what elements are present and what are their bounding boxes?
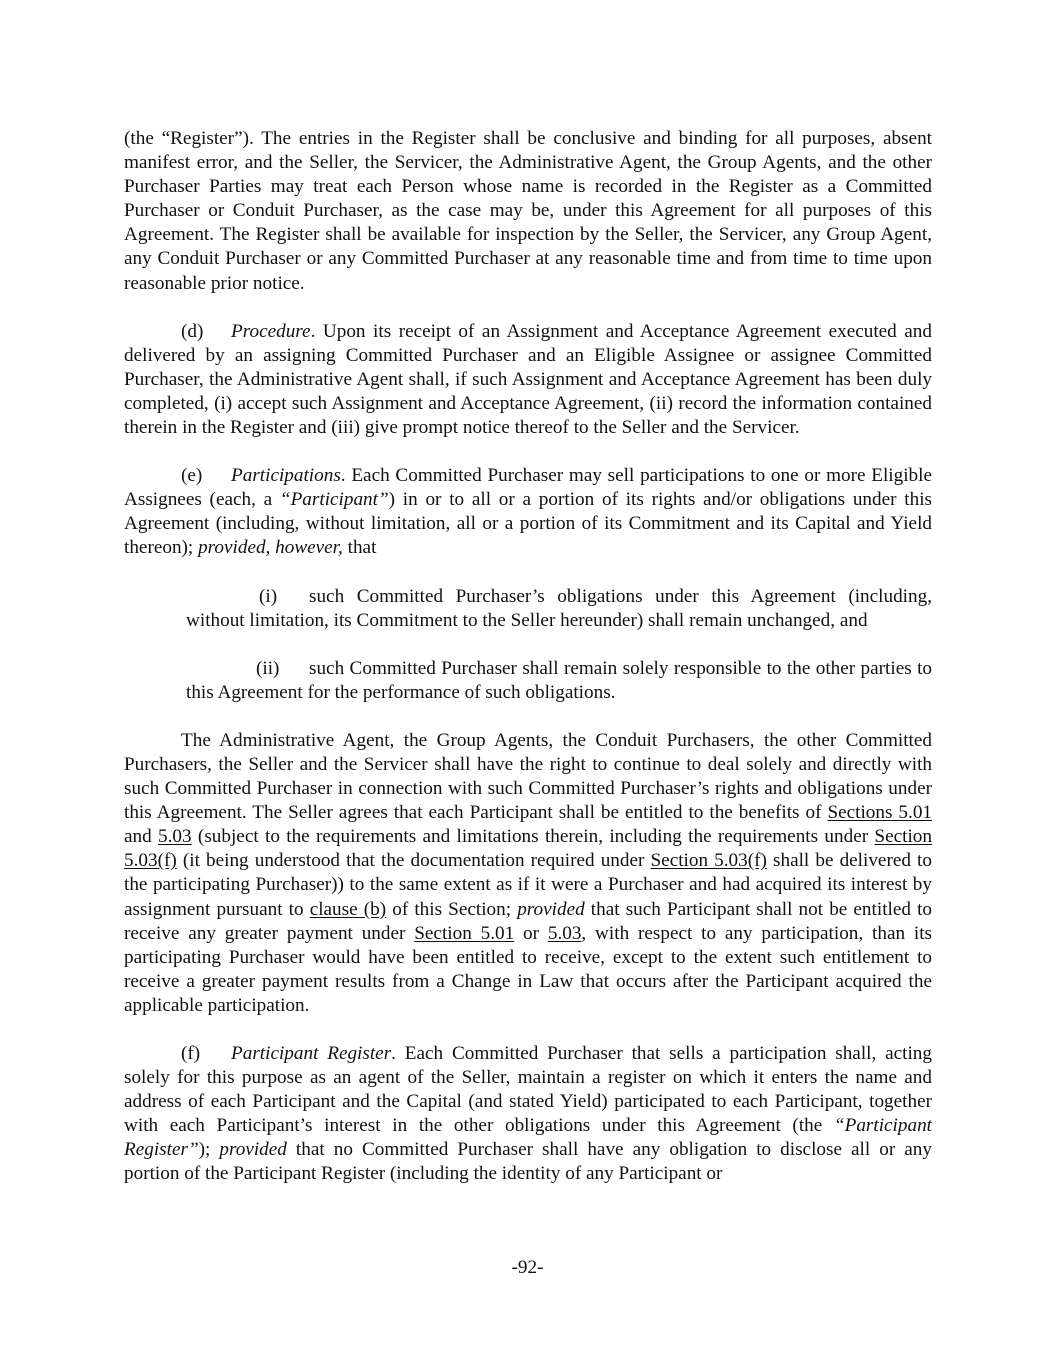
paragraph-participant-rights	[124, 729, 932, 1018]
section-heading: Participant Register	[231, 1043, 392, 1064]
paragraph-text: and	[124, 826, 159, 848]
section-text: that	[342, 537, 377, 559]
paragraph-register	[124, 127, 932, 296]
section-text: . Upon its receipt of an Assignment and Acceptance Agreement executed and delivered by an assigning Committed Purchaser and an Eligible Assignee or assignee Committed Purchaser, the Administrative Agent shall, if such Assignment and Acceptance Agreement has been duly completed, (i) accept such Assignment and Acceptance Agreement, (ii) record the information contained therein in the Register and (iii) give prompt notice thereof to the Seller and the Servicer.	[124, 320, 932, 439]
paragraph-text: (it being understood that the documentation required under	[176, 850, 651, 872]
clause-i	[186, 585, 932, 633]
section-text: );	[198, 1139, 220, 1161]
cross-reference-link[interactable]: Section 5.01	[414, 922, 515, 944]
clause-text: such Committed Purchaser’s obligations under this Agreement (including, without limitation, its Commitment to the Seller hereunder) shall remain unchanged, and	[186, 585, 932, 631]
cross-reference-link[interactable]: clause (b)	[309, 898, 387, 920]
section-text: . Each Committed Purchaser may sell participations to one or more Eligible Assignees (each, a	[124, 465, 932, 511]
section-heading: Procedure	[231, 320, 311, 342]
section-heading: Participations	[231, 465, 341, 487]
paragraph-text: (the “Register”). The entries in the Register shall be conclusive and binding for all purposes, absent manifest error, and the Seller, the Servicer, the Administrative Agent, the Group Agents, and the other Purchaser Parties may treat each Person whose name is recorded in the Register as a Committed Purchaser or Conduit Purchaser, as the case may be, under this Agreement for all purposes of this Agreement. The Register shall be available for inspection by the Seller, the Servicer, any Group Agent, any Conduit Purchaser or any Committed Purchaser at any reasonable time and from time to time upon reasonable prior notice.	[124, 128, 932, 294]
section-text: that no Committed Purchaser shall have any obligation to disclose all or any portion of the Participant Register (including the identity of any Participant or	[124, 1139, 932, 1185]
paragraph-text: that such Participant shall not be entitled to receive any greater payment under	[124, 898, 933, 944]
paragraph-text: , with respect to any participation, than its participating Purchaser would have been entitled to receive, except to the extent such entitlement to receive a greater payment results from a Change in Law that occurs after the Participant acquired the applicable participation.	[124, 922, 933, 1016]
proviso: provided	[517, 898, 585, 920]
document-page	[124, 127, 932, 1211]
section-d-procedure	[124, 320, 932, 440]
section-label: (d)	[181, 320, 204, 342]
clause-ii	[186, 657, 932, 705]
section-f-participant-register	[124, 1042, 932, 1187]
page-number: -92-	[511, 1257, 544, 1278]
paragraph-text: shall be delivered to the participating Purchaser)) to the same extent as if it were a Purchaser and had acquired its interest by assignment pursuant to	[124, 850, 932, 920]
cross-reference-link[interactable]: 5.03	[547, 922, 582, 944]
proviso: provided, however,	[198, 537, 343, 559]
defined-term: “Participant Register”	[124, 1115, 932, 1161]
clause-label: (ii)	[256, 657, 280, 679]
paragraph-text: of this Section;	[386, 898, 518, 920]
cross-reference-link[interactable]: Sections 5.01	[827, 802, 933, 824]
cross-reference-link[interactable]: 5.03	[158, 826, 192, 848]
clause-label: (i)	[259, 585, 278, 607]
defined-term: “Participant”	[279, 489, 389, 511]
cross-reference-link[interactable]: Section 5.03(f)	[124, 826, 932, 872]
clause-text: such Committed Purchaser shall remain solely responsible to the other parties to this Agreement for the performance of such obligations.	[186, 657, 932, 703]
proviso: provided	[219, 1139, 287, 1161]
section-label: (e)	[181, 465, 203, 487]
paragraph-text: The Administrative Agent, the Group Agents, the Conduit Purchasers, the other Committed Purchasers, the Seller and the Servicer shall have the right to continue to deal solely and directly with such Committed Purchaser in connection with such Committed Purchaser’s rights and obligations under this Agreement. The Seller agrees that each Participant shall be entitled to the benefits of	[124, 729, 932, 824]
section-e-participations	[124, 464, 932, 560]
cross-reference-link[interactable]: Section 5.03(f)	[650, 850, 767, 872]
section-label: (f)	[181, 1043, 201, 1064]
paragraph-text: or	[514, 922, 548, 944]
section-text: ) in or to all or a portion of its rights and/or obligations under this Agreement (including, without limitation, all or a portion of its Commitment and its Capital and Yield thereon);	[124, 489, 932, 559]
section-text: . Each Committed Purchaser that sells a participation shall, acting solely for this purpose as an agent of the Seller, maintain a register on which it enters the name and address of each Participant and the Capital (and stated Yield) participated to each Participant, together with each Participant’s interest in the other obligations under this Agreement (the	[124, 1043, 932, 1137]
paragraph-text: (subject to the requirements and limitations therein, including the requirements under	[191, 826, 875, 848]
